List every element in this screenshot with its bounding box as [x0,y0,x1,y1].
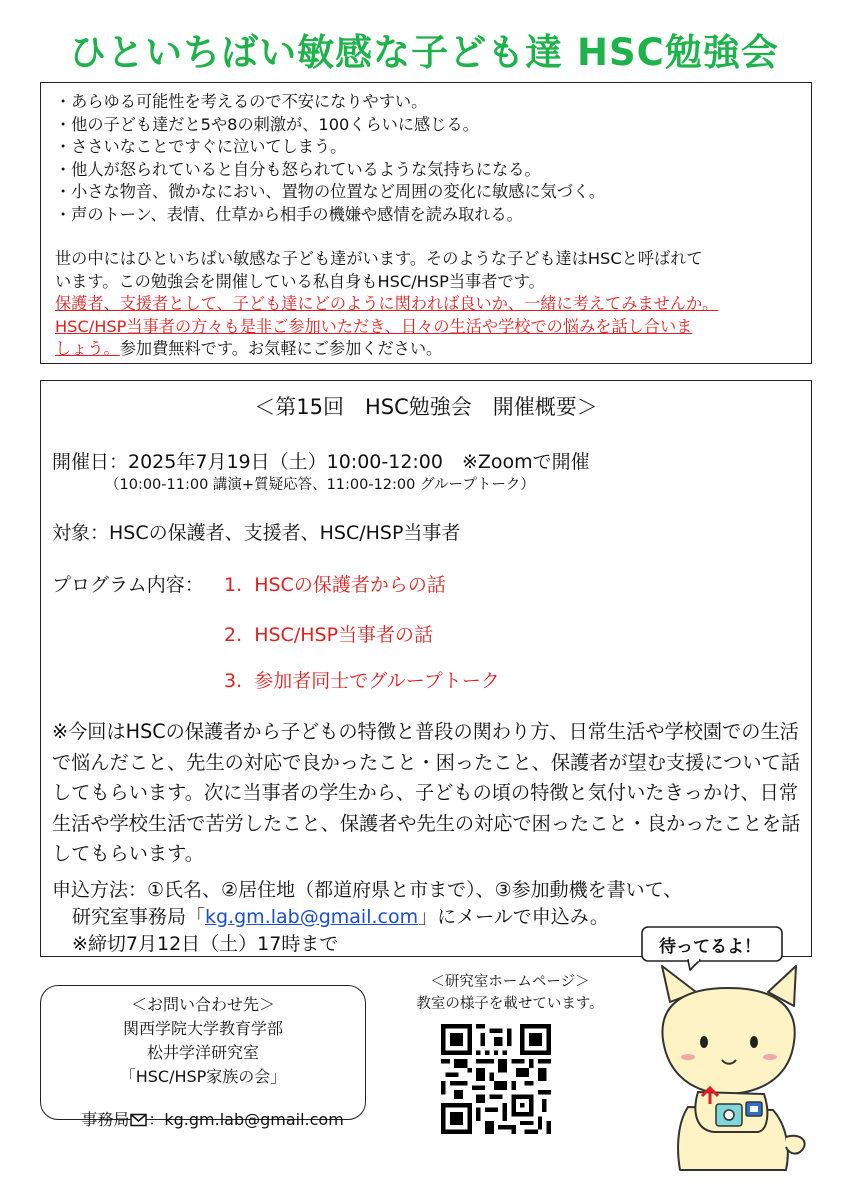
program-item: 3. 参加者同士でグループトーク [224,670,500,692]
feature-item: ・小さな物音、微かなにおい、置物の位置など周囲の変化に敏感に気づく。 [55,182,606,201]
intro-invitation: 保護者、支援者として、子ども達にどのように関われば良いか、一緒に考えてみませんか。 [55,294,719,313]
contact-lab: 松井学洋研究室 [146,1043,259,1062]
mail-icon [130,1112,147,1131]
program-item: 2. HSC/HSP当事者の話 [224,624,434,646]
contact-heading: ＜お問い合わせ先＞ [130,995,275,1014]
intro-free-note: 参加費無料です。お気軽にご参加ください。 [119,339,443,358]
homepage-caption: 教室の様子を載せています。 [416,996,604,1012]
apply-office: 研究室事務局「 [72,906,206,928]
hsc-features-box [40,82,812,364]
program-item: 1. HSCの保護者からの話 [224,574,446,596]
contact-university: 関西学院大学教育学部 [122,1019,283,1038]
homepage-heading: ＜研究室ホームページ＞ [430,974,590,990]
intro-line: 世の中にはひといちばい敏感な子ども達がいます。そのような子ども達はHSCと呼ばれて [55,249,703,268]
event-schedule: （10:00-11:00 講演+質疑応答、11:00-12:00 グループトーク） [105,477,535,493]
apply-method: 申込方法：①氏名、②居住地（都道府県と市まで）、③参加動機を書いて、 [52,879,683,901]
overview-box [40,380,812,957]
overview-heading: ＜第15回 HSC勉強会 開催概要＞ [254,395,598,419]
feature-item: ・他人が怒られていると自分も怒られているような気持ちになる。 [55,159,541,179]
apply-office-tail: 」にメールで申込み。 [418,906,609,928]
contact-office-label: 事務局 [81,1110,130,1129]
speech-bubble-text: 待ってるよ！ [659,937,761,957]
event-date: 開催日：2025年7月19日（土）10:00-12:00 ※Zoomで開催 [52,451,590,473]
intro-line: います。この勉強会を開催している私自身もHSC/HSP当事者です。 [55,271,545,291]
intro-invitation: HSC/HSP当事者の方々も是非ご参加いただき、日々の生活や学校での悩みを話し合いま [55,316,693,336]
dog-mascot [618,962,818,1182]
event-target: 対象：HSCの保護者、支援者、HSC/HSP当事者 [52,522,461,544]
intro-invitation: しょう。 [55,339,120,358]
contact-group: 「HSC/HSP家族の会」 [119,1067,287,1086]
program-label: プログラム内容： [52,574,204,596]
program-description: ※今回はHSCの保護者から子どもの特徴と普段の関わり方、日常生活や学校園での生活で悩んだこと、先生の対応で良かったこと・困ったこと、保護者が望む支援について話してもらいます。次に当事者の学生から、子どもの頃の特徴と気付いたきっかけ、日常生活や学校生活で苦労したこと、保護者や先生の対応で困ったこと・良かったことを話してもらいます。 [52,720,801,865]
contact-box [40,985,366,1129]
feature-item: ・他の子ども達だと5や8の刺激が、100くらいに感じる。 [55,114,479,134]
email-link[interactable]: kg.gm.lab@gmail.com [205,906,419,928]
feature-item: ・ささいなことですぐに泣いてしまう。 [55,137,347,156]
feature-item: ・あらゆる可能性を考えるので不安になりやすい。 [55,92,428,111]
feature-item: ・声のトーン、表情、仕草から相手の機嫌や感情を読み取れる。 [55,204,523,224]
qr-code[interactable] [441,1024,551,1134]
deadline: ※締切7月12日（土）17時まで [72,933,339,955]
page-title: ひといちばい敏感な子ども達 HSC勉強会 [69,31,779,74]
contact-email[interactable]: ：kg.gm.lab@gmail.com [148,1110,344,1129]
